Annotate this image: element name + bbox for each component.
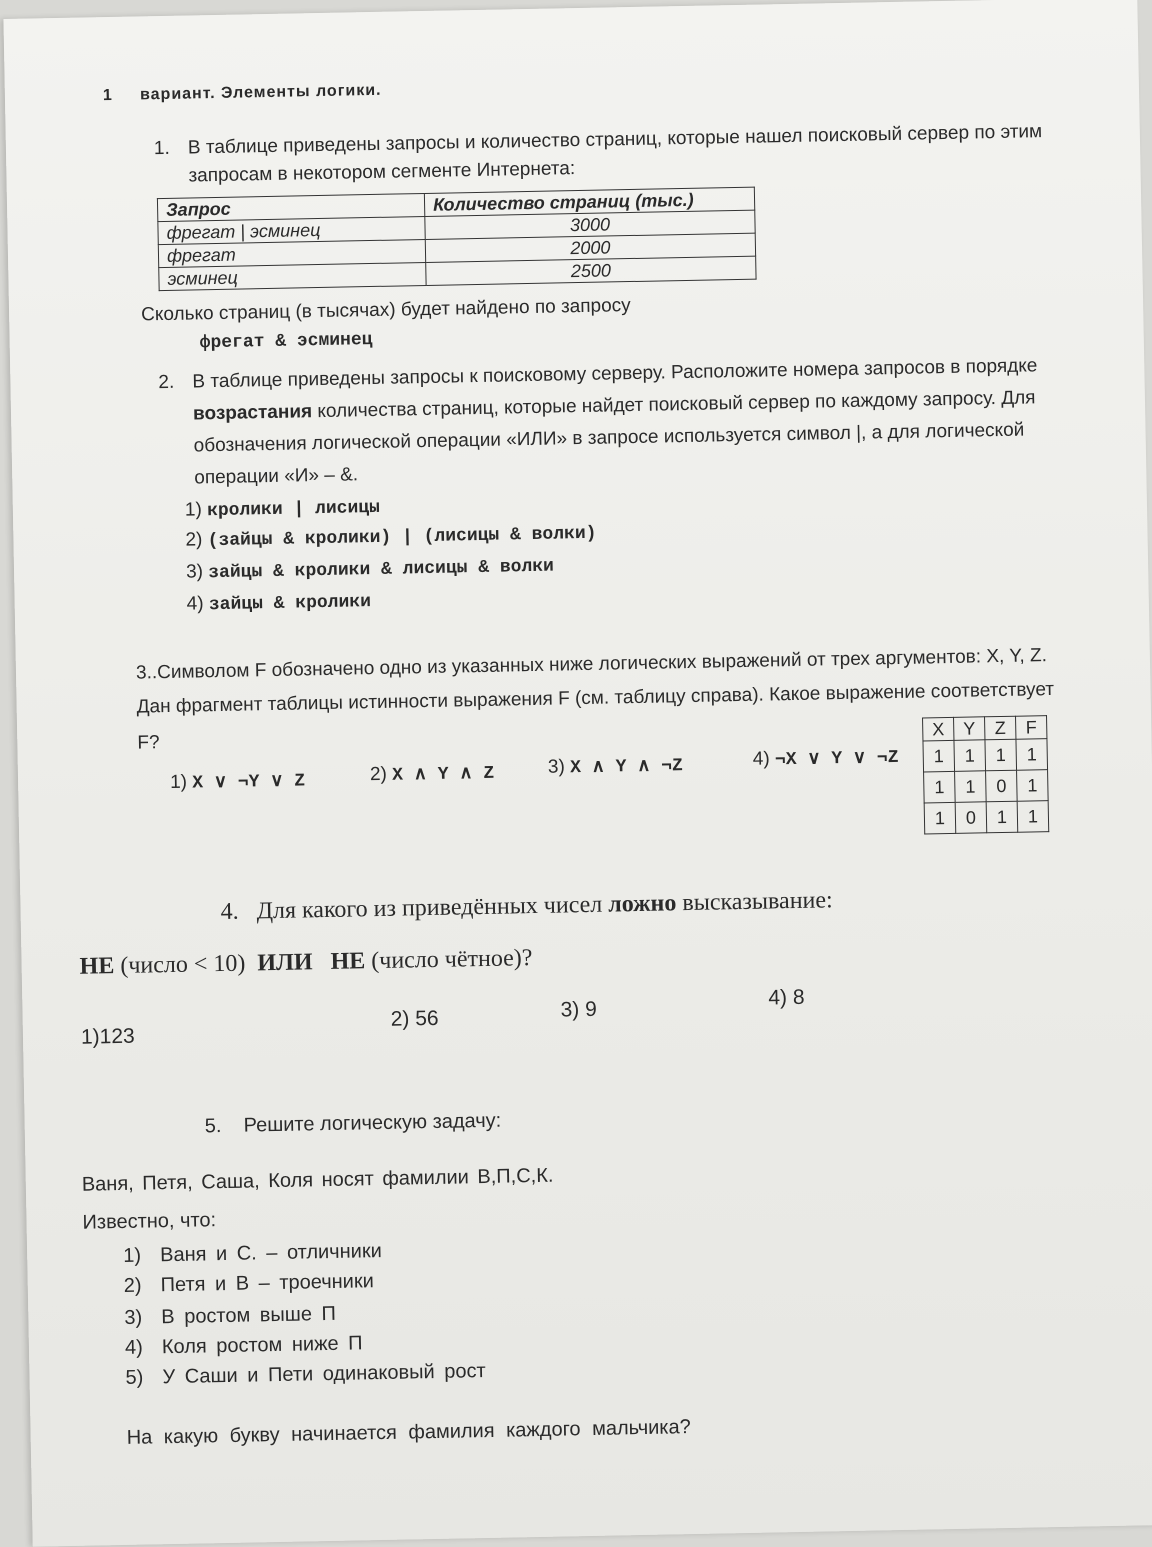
q4-number: 4. — [220, 898, 239, 926]
q4-option: 2) 56 — [390, 1006, 439, 1031]
table-cell: 0 — [955, 802, 987, 834]
q5-question: На какую букву начинается фамилия каждого мальчика? — [126, 1416, 691, 1449]
q4-or: ИЛИ — [257, 949, 313, 977]
fact-text: Ваня и С. – отличники — [159, 1239, 382, 1267]
q5-fact — [124, 1270, 374, 1298]
table-cell: 1 — [1017, 801, 1049, 833]
table-cell: 3000 — [425, 210, 755, 239]
truth-table — [922, 715, 1049, 834]
q4-condition-2: (число чётное)? — [364, 945, 533, 975]
q4-bold-word: ложно — [608, 890, 677, 918]
q3-text-line1: 3..Символом F обозначено одно из указанных ниже логических выражений от трех аргументов: X, Y, Z. — [135, 645, 1048, 684]
q2-item — [185, 522, 596, 552]
q4-not-1: НЕ — [79, 953, 115, 980]
table-cell: 0 — [986, 770, 1018, 802]
q3-text-line2: Дан фрагмент таблицы истинности выражения F (см. таблицу справа). Какое выражение соответствует — [136, 678, 1055, 718]
item-number: 3) — [185, 561, 204, 583]
paper-sheet — [3, 0, 1152, 1547]
table-header-row — [923, 716, 1047, 741]
option-expression: ¬X ∨ Y ∨ ¬Z — [774, 747, 899, 771]
q1-question: Сколько страниц (в тысячах) будет найдено по запросу — [140, 295, 631, 326]
q5-fact — [125, 1332, 363, 1360]
table-cell: 1 — [923, 740, 955, 772]
option-expression: X ∨ ¬Y ∨ Z — [192, 771, 306, 794]
q2-text-line2 — [193, 387, 1036, 425]
fact-number: 2) — [123, 1274, 142, 1297]
header-x: X — [923, 717, 954, 741]
q4-option: 3) 9 — [560, 997, 597, 1022]
q1-query-table — [157, 187, 757, 291]
fact-text: В ростом выше П — [161, 1302, 337, 1329]
variant-number: 1 — [102, 86, 113, 105]
header-query: Запрос — [157, 193, 424, 221]
fact-number: 4) — [124, 1336, 143, 1359]
q1-number: 1. — [153, 137, 171, 160]
q3-option — [548, 754, 683, 779]
item-query: кролики | лисицы — [206, 497, 381, 522]
table-cell: 1 — [1016, 739, 1048, 771]
header-pages: Количество страниц (тыс.) — [424, 187, 754, 216]
item-number: 4) — [186, 593, 204, 615]
table-cell: 1 — [986, 801, 1018, 833]
fact-number: 5) — [125, 1366, 144, 1389]
q4-text-line2 — [79, 945, 532, 981]
table-row — [924, 801, 1049, 834]
q1-text-line1: В таблице приведены запросы и количество страниц, которые нашел поисковый сервер по этим — [187, 121, 1043, 159]
option-expression: X ∧ Y ∧ Z — [392, 763, 495, 786]
table-cell: фрегат — [158, 239, 425, 267]
q2-text-line3: обозначения логической операции «ИЛИ» в запросе используется символ |, а для логической — [193, 419, 1025, 457]
q4-option: 1)123 — [80, 1024, 135, 1049]
fact-number: 3) — [124, 1306, 143, 1329]
option-number: 2) — [369, 763, 388, 786]
q3-option — [753, 746, 899, 771]
item-number: 2) — [185, 529, 203, 551]
q4-not-2: НЕ — [330, 948, 366, 975]
table-cell: 2000 — [425, 233, 755, 262]
q3-option — [170, 769, 305, 794]
option-number: 4) — [752, 748, 770, 770]
q2-item — [186, 555, 554, 584]
page-title — [103, 82, 382, 105]
table-cell: 1 — [924, 802, 956, 834]
q5-text-line1: Ваня, Петя, Саша, Коля носят фамилии В,П,С,К. — [81, 1164, 554, 1196]
item-query: зайцы & кролики & лисицы & волки — [208, 556, 555, 584]
option-number: 1) — [169, 771, 188, 793]
header-z: Z — [985, 716, 1016, 740]
q4-line1-b: высказывание: — [676, 887, 833, 917]
table-cell: 1 — [954, 740, 986, 772]
q4-text-line1 — [220, 887, 833, 926]
q5-title: Решите логическую задачу: — [243, 1109, 502, 1137]
fact-text: У Саши и Пети одинаковый рост — [162, 1360, 486, 1389]
table-cell: фрегат | эсминец — [158, 216, 425, 244]
q3-option — [370, 762, 495, 786]
q2-number: 2. — [158, 371, 175, 394]
q1-query: фрегат & эсминец — [199, 330, 373, 354]
table-cell: эсминец — [159, 262, 426, 290]
q4-option: 4) 8 — [768, 985, 805, 1010]
table-cell: 1 — [1017, 770, 1049, 802]
table-cell: 1 — [955, 771, 987, 803]
table-row — [924, 770, 1049, 803]
q3-text-line3: F? — [137, 732, 160, 754]
table-row — [923, 739, 1048, 772]
q5-fact — [124, 1303, 336, 1330]
q5-heading — [205, 1110, 502, 1139]
q2-item — [185, 496, 380, 522]
option-expression: X ∧ Y ∧ ¬Z — [569, 756, 684, 779]
q2-item — [187, 590, 372, 616]
variant-title: вариант. Элементы логики. — [139, 81, 382, 104]
q4-condition-1: (число < 10) — [114, 950, 252, 980]
item-query: (зайцы & кролики) | (лисицы & волки) — [207, 523, 597, 552]
table-cell: 1 — [985, 739, 1017, 771]
fact-text: Коля ростом ниже П — [161, 1332, 363, 1359]
q5-text-line2: Известно, что: — [82, 1209, 217, 1234]
table-cell: 1 — [924, 771, 956, 803]
q4-line1-a: Для какого из приведённых чисел — [256, 891, 609, 925]
item-number: 1) — [184, 499, 203, 521]
q5-fact — [125, 1360, 486, 1390]
fact-number: 1) — [122, 1244, 142, 1267]
q2-bold-word: возрастания — [192, 401, 313, 425]
option-number: 3) — [547, 756, 566, 778]
q2-line2-rest: количества страниц, которые найдет поисковый сервер по каждому запросу. Для — [311, 387, 1036, 423]
q2-text-line4: операции «И» – &. — [194, 464, 359, 489]
q1-text-line2: запросам в некотором сегменте Интернета: — [188, 158, 576, 187]
fact-text: Петя и В – троечники — [160, 1270, 374, 1297]
item-query: зайцы & кролики — [208, 592, 372, 616]
table-cell: 2500 — [426, 256, 756, 285]
header-f: F — [1016, 716, 1047, 740]
q2-text-line1: В таблице приведены запросы к поисковому серверу. Расположите номера запросов в порядке — [192, 355, 1038, 393]
q5-number: 5. — [204, 1115, 222, 1138]
header-y: Y — [954, 717, 985, 741]
q5-fact — [123, 1240, 382, 1268]
